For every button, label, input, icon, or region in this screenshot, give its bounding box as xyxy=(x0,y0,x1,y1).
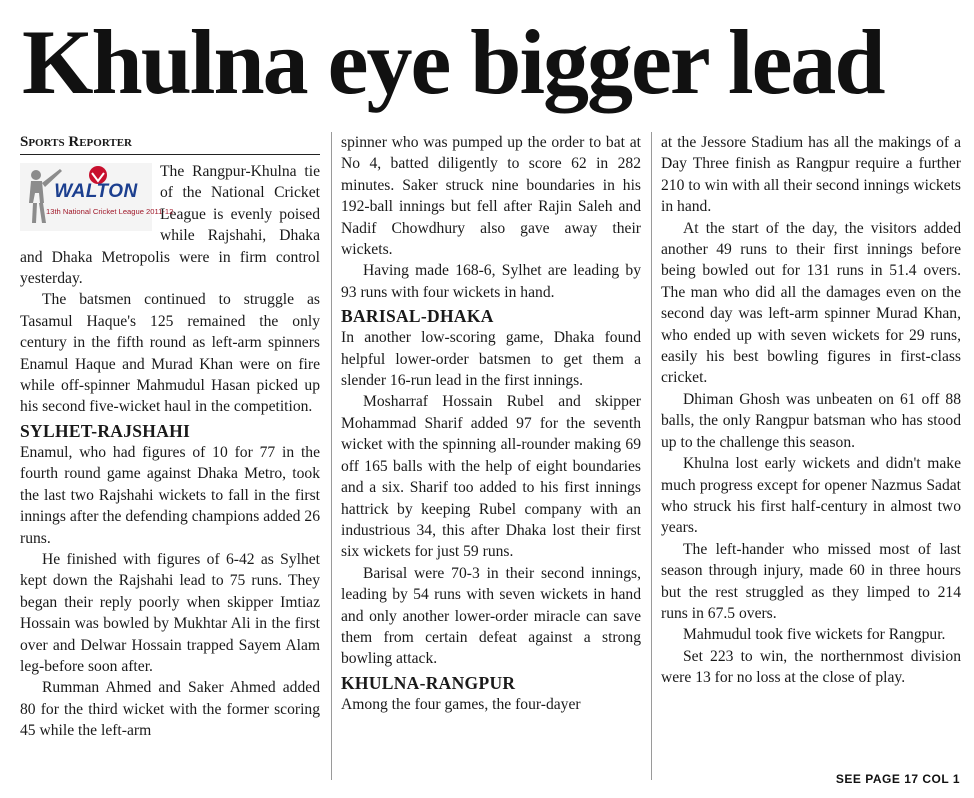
paragraph: In another low-scoring game, Dhaka found helpful lower-order batsmen to get them a slender 16-run lead in the first innings. xyxy=(341,329,641,390)
paragraph: Enamul, who had figures of 10 for 77 in the fourth round game against Dhaka Metro, took the last two Rajshahi wickets to fall in the first innings after the defending champions added 26 runs. xyxy=(20,443,320,547)
continuation-note: SEE PAGE 17 COL 1 xyxy=(835,772,960,786)
article-column-2 xyxy=(341,132,641,715)
paragraph: at the Jessore Stadium has all the makings of a Day Three finish as Rangpur require a further 210 to win with all their second innings wickets in hand. xyxy=(661,134,961,216)
paragraph: Among the four games, the four-dayer xyxy=(341,695,581,713)
article-column-1 xyxy=(20,132,320,742)
paragraph: spinner who was pumped up the order to bat at No 4, batted diligently to score 62 in 282 minutes. Saker struck nine boundaries in his 192-ball innings but fell after Rajin Saleh and Nadif Chowdhury also gave away their wickets. xyxy=(341,134,641,259)
logo-subtitle-text: 13th National Cricket League 2011-12 xyxy=(46,207,174,216)
paragraph: Khulna lost early wickets and didn't make much progress except for opener Nazmus Sadat who struck his first half-century in almost two years. xyxy=(661,455,961,537)
paragraph: The batsmen continued to struggle as Tasamul Haque's 125 remained the only century in the fifth round as left-arm spinners Enamul Haque and Murad Khan were on fire while off-spinner Mahmudul Hasan picked up his second five-wicket haul in the competition. xyxy=(20,291,320,416)
section-heading: SYLHET-RAJSHAHI xyxy=(20,420,191,441)
paragraph: The left-hander who missed most of last season through injury, made 60 in three hours but the rest struggled as they limped to 214 runs in 67.5 overs. xyxy=(661,540,961,622)
paragraph: Set 223 to win, the northernmost division were 13 for no loss at the close of play. xyxy=(661,647,961,687)
paragraph: Rumman Ahmed and Saker Ahmed added 80 for the third wicket with the former scoring 45 while the left-arm xyxy=(20,679,320,740)
byline: Sports Reporter xyxy=(20,132,320,155)
section-heading: BARISAL-DHAKA xyxy=(341,306,494,327)
column-rule xyxy=(331,132,332,780)
headline: Khulna eye bigger lead xyxy=(22,11,884,113)
paragraph: At the start of the day, the visitors added another 49 runs to their first innings before being bowled out for 131 runs in 51.4 overs. The man who did all the damages even on the second day was left-arm spinner Murad Khan, who ended up with seven wickets for 29 runs, easily his best bowling figures in first-class cricket. xyxy=(661,219,961,387)
logo-brand-text: WALTON xyxy=(54,181,138,202)
column-rule xyxy=(651,132,652,780)
paragraph: Barisal were 70-3 in their second innings, leading by 54 runs with seven wickets in hand and only another lower-order miracle can save them from certain defeat against a strong bowling attack. xyxy=(341,564,641,668)
walton-ncl-logo xyxy=(20,163,174,231)
paragraph: Mahmudul took five wickets for Rangpur. xyxy=(683,626,946,644)
paragraph: The Rangpur-Khulna tie of the National Cricket League is evenly poised while Rajshahi, Dhaka and Dhaka Metropolis were in firm control yesterday. xyxy=(20,163,320,288)
paragraph: Mosharraf Hossain Rubel and skipper Mohammad Sharif added 97 for the seventh wicket with the spinning all-rounder making 69 off 165 balls with the help of eight boundaries and a six. Sharif too added to his first innings hattrick by keeping Rubel company with an industrious 34, this after Dhaka lost their first six wickets for just 59 runs. xyxy=(341,393,641,561)
paragraph: Having made 168-6, Sylhet are leading by 93 runs with four wickets in hand. xyxy=(341,262,641,301)
paragraph: He finished with figures of 6-42 as Sylhet kept down the Rajshahi lead to 75 runs. They began their reply poorly when skipper Imtiaz Hossain was bowled by Mukhtar Ali in the first over and Delwar Hossain trapped Sayem Alam leg-before soon after. xyxy=(20,550,320,675)
article-column-3 xyxy=(661,132,961,689)
paragraph: Dhiman Ghosh was unbeaten on 61 off 88 balls, the only Rangpur batsman who has stood up to the challenge this season. xyxy=(661,390,961,451)
section-heading: KHULNA-RANGPUR xyxy=(341,672,516,693)
